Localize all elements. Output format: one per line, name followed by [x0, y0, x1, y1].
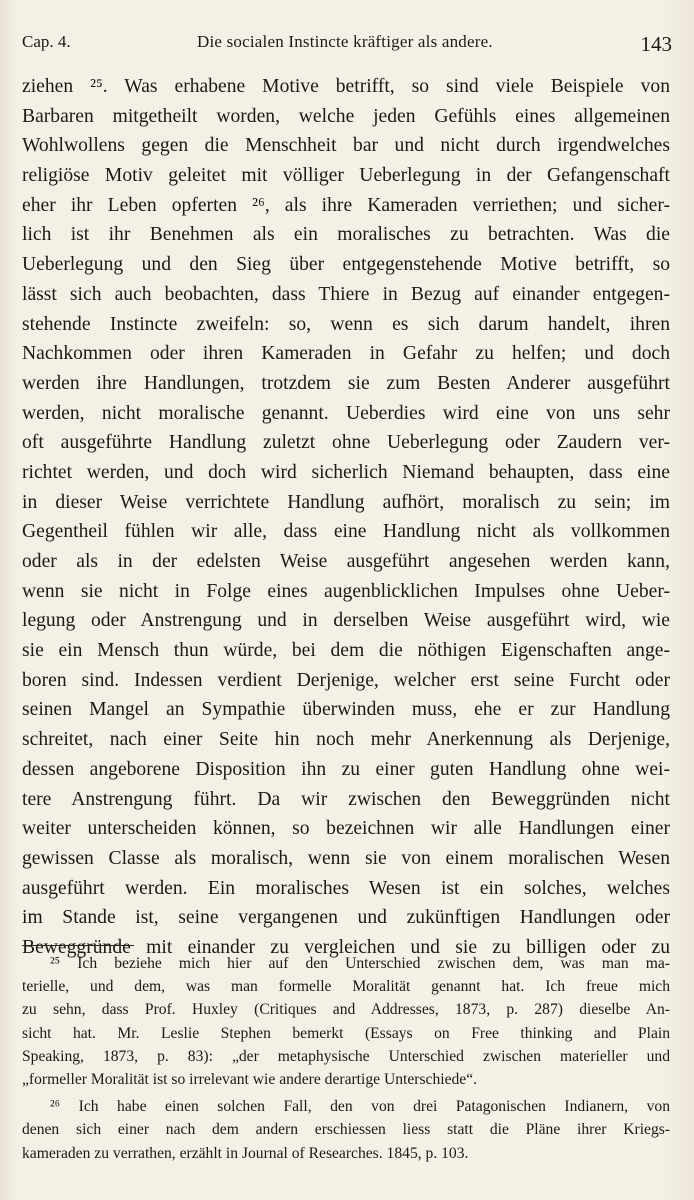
body-line: richtet werden, und doch wird sicherlich Niemand behaupten, dass eine — [22, 461, 670, 483]
body-line: Nachkommen oder ihren Kameraden in Gefahr zu helfen; und doch — [22, 343, 670, 365]
body-line: Ueberlegung und den Sieg über entgegenstehende Motive betrifft, so — [22, 254, 670, 276]
running-title: Die socialen Instincte kräftiger als andere. — [197, 32, 493, 51]
footnote-line: „formeller Moralität ist so irrelevant wie andere derartige Unterschiede“. — [22, 1070, 478, 1088]
footnote-line: Speaking, 1873, p. 83): „der metaphysische Unterschied zwischen materieller und — [22, 1047, 670, 1065]
body-line: im Stande ist, seine vergangenen und zukünftigen Handlungen oder — [22, 907, 670, 929]
footnote-26 — [22, 1095, 670, 1165]
body-line: sie ein Mensch thun würde, bei dem die nöthigen Eigenschaften ange- — [22, 640, 670, 662]
body-line: Gegentheil fühlen wir alle, dass eine Handlung nicht als vollkommen — [22, 521, 670, 543]
footnote-line: zu sehn, dass Prof. Huxley (Critiques and Addresses, 1873, p. 287) dieselbe An- — [22, 1001, 670, 1019]
footnote-line: ²⁶ Ich habe einen solchen Fall, den von drei Patagonischen Indianern, von — [50, 1098, 670, 1116]
body-line: tere Anstrengung führt. Da wir zwischen den Beweggründen nicht — [22, 788, 670, 810]
body-line: Beweggründe mit einander zu vergleichen und sie zu billigen oder zu — [22, 936, 670, 958]
body-line: stehende Instincte zweifeln: so, wenn es sich darum handelt, ihren — [22, 313, 670, 335]
body-line: oft ausgeführte Handlung zuletzt ohne Ueberlegung oder Zaudern ver- — [22, 432, 670, 454]
body-line: gewissen Classe als moralisch, wenn sie von einem moralischen Wesen — [22, 847, 670, 869]
body-line: oder als in der edelsten Weise ausgeführt angesehen werden kann, — [22, 551, 670, 572]
body-line: werden ihre Handlungen, trotzdem sie zum Besten Anderer ausgeführt — [22, 372, 670, 394]
footnote-separator — [22, 945, 134, 946]
body-line: ausgeführt werden. Ein moralisches Wesen ist ein solches, welches — [22, 877, 670, 899]
body-line: seinen Mangel an Sympathie überwinden muss, ehe er zur Handlung — [22, 699, 670, 721]
body-line: werden, nicht moralische genannt. Ueberdies wird eine von uns sehr — [22, 402, 670, 424]
body-line: eher ihr Leben opferten ²⁶, als ihre Kameraden verriethen; und sicher- — [22, 194, 670, 216]
footnote-25 — [22, 952, 670, 1091]
running-header — [22, 28, 672, 58]
body-text — [22, 72, 670, 963]
body-line: lässt sich auch beobachten, dass Thiere in Bezug auf einander entgegen- — [22, 283, 670, 305]
body-line: boren sind. Indessen verdient Derjenige, welcher erst seine Furcht oder — [22, 669, 670, 691]
footnote-line: ²⁵ Ich beziehe mich hier auf den Unterschied zwischen dem, was man ma- — [50, 955, 670, 972]
footnote-line: sicht hat. Mr. Leslie Stephen bemerkt (Essays on Free thinking and Plain — [22, 1024, 670, 1042]
body-line: Barbaren mitgetheilt worden, welche jeden Gefühls eines allgemeinen — [22, 105, 670, 127]
body-line: religiöse Motiv geleitet mit völliger Ueberlegung in der Gefangenschaft — [22, 165, 670, 187]
chapter-label: Cap. 4. — [22, 32, 71, 51]
footnote-line: terielle, und dem, was man formelle Moralität genannt hat. Ich freue mich — [22, 978, 670, 996]
body-line: dessen angeborene Disposition ihn zu einer guten Handlung ohne wei- — [22, 758, 670, 780]
page-number: 143 — [640, 32, 672, 56]
body-line: lich ist ihr Benehmen als ein moralisches zu betrachten. Was die — [22, 224, 670, 246]
body-line: Wohlwollens gegen die Menschheit bar und nicht durch irgendwelches — [22, 135, 670, 157]
body-line: schreitet, nach einer Seite hin noch mehr Anerkennung als Derjenige, — [22, 729, 670, 751]
body-line: in dieser Weise verrichtete Handlung aufhört, moralisch zu sein; im — [22, 491, 670, 513]
body-line: wenn sie nicht in Folge eines augenblicklichen Impulses ohne Ueber- — [22, 580, 670, 602]
footnotes — [22, 952, 670, 1165]
body-line: weiter unterscheiden können, so bezeichnen wir alle Handlungen einer — [22, 818, 670, 840]
footnote-line: denen sich einer nach dem andern erschiessen liess statt die Pläne ihrer Kriegs- — [22, 1121, 670, 1139]
body-line: legung oder Anstrengung und in derselben Weise ausgeführt wird, wie — [22, 610, 670, 632]
body-line: ziehen ²⁵. Was erhabene Motive betrifft, so sind viele Beispiele von — [22, 76, 670, 97]
footnote-line: kameraden zu verrathen, erzählt in Journal of Researches. 1845, p. 103. — [22, 1144, 469, 1162]
